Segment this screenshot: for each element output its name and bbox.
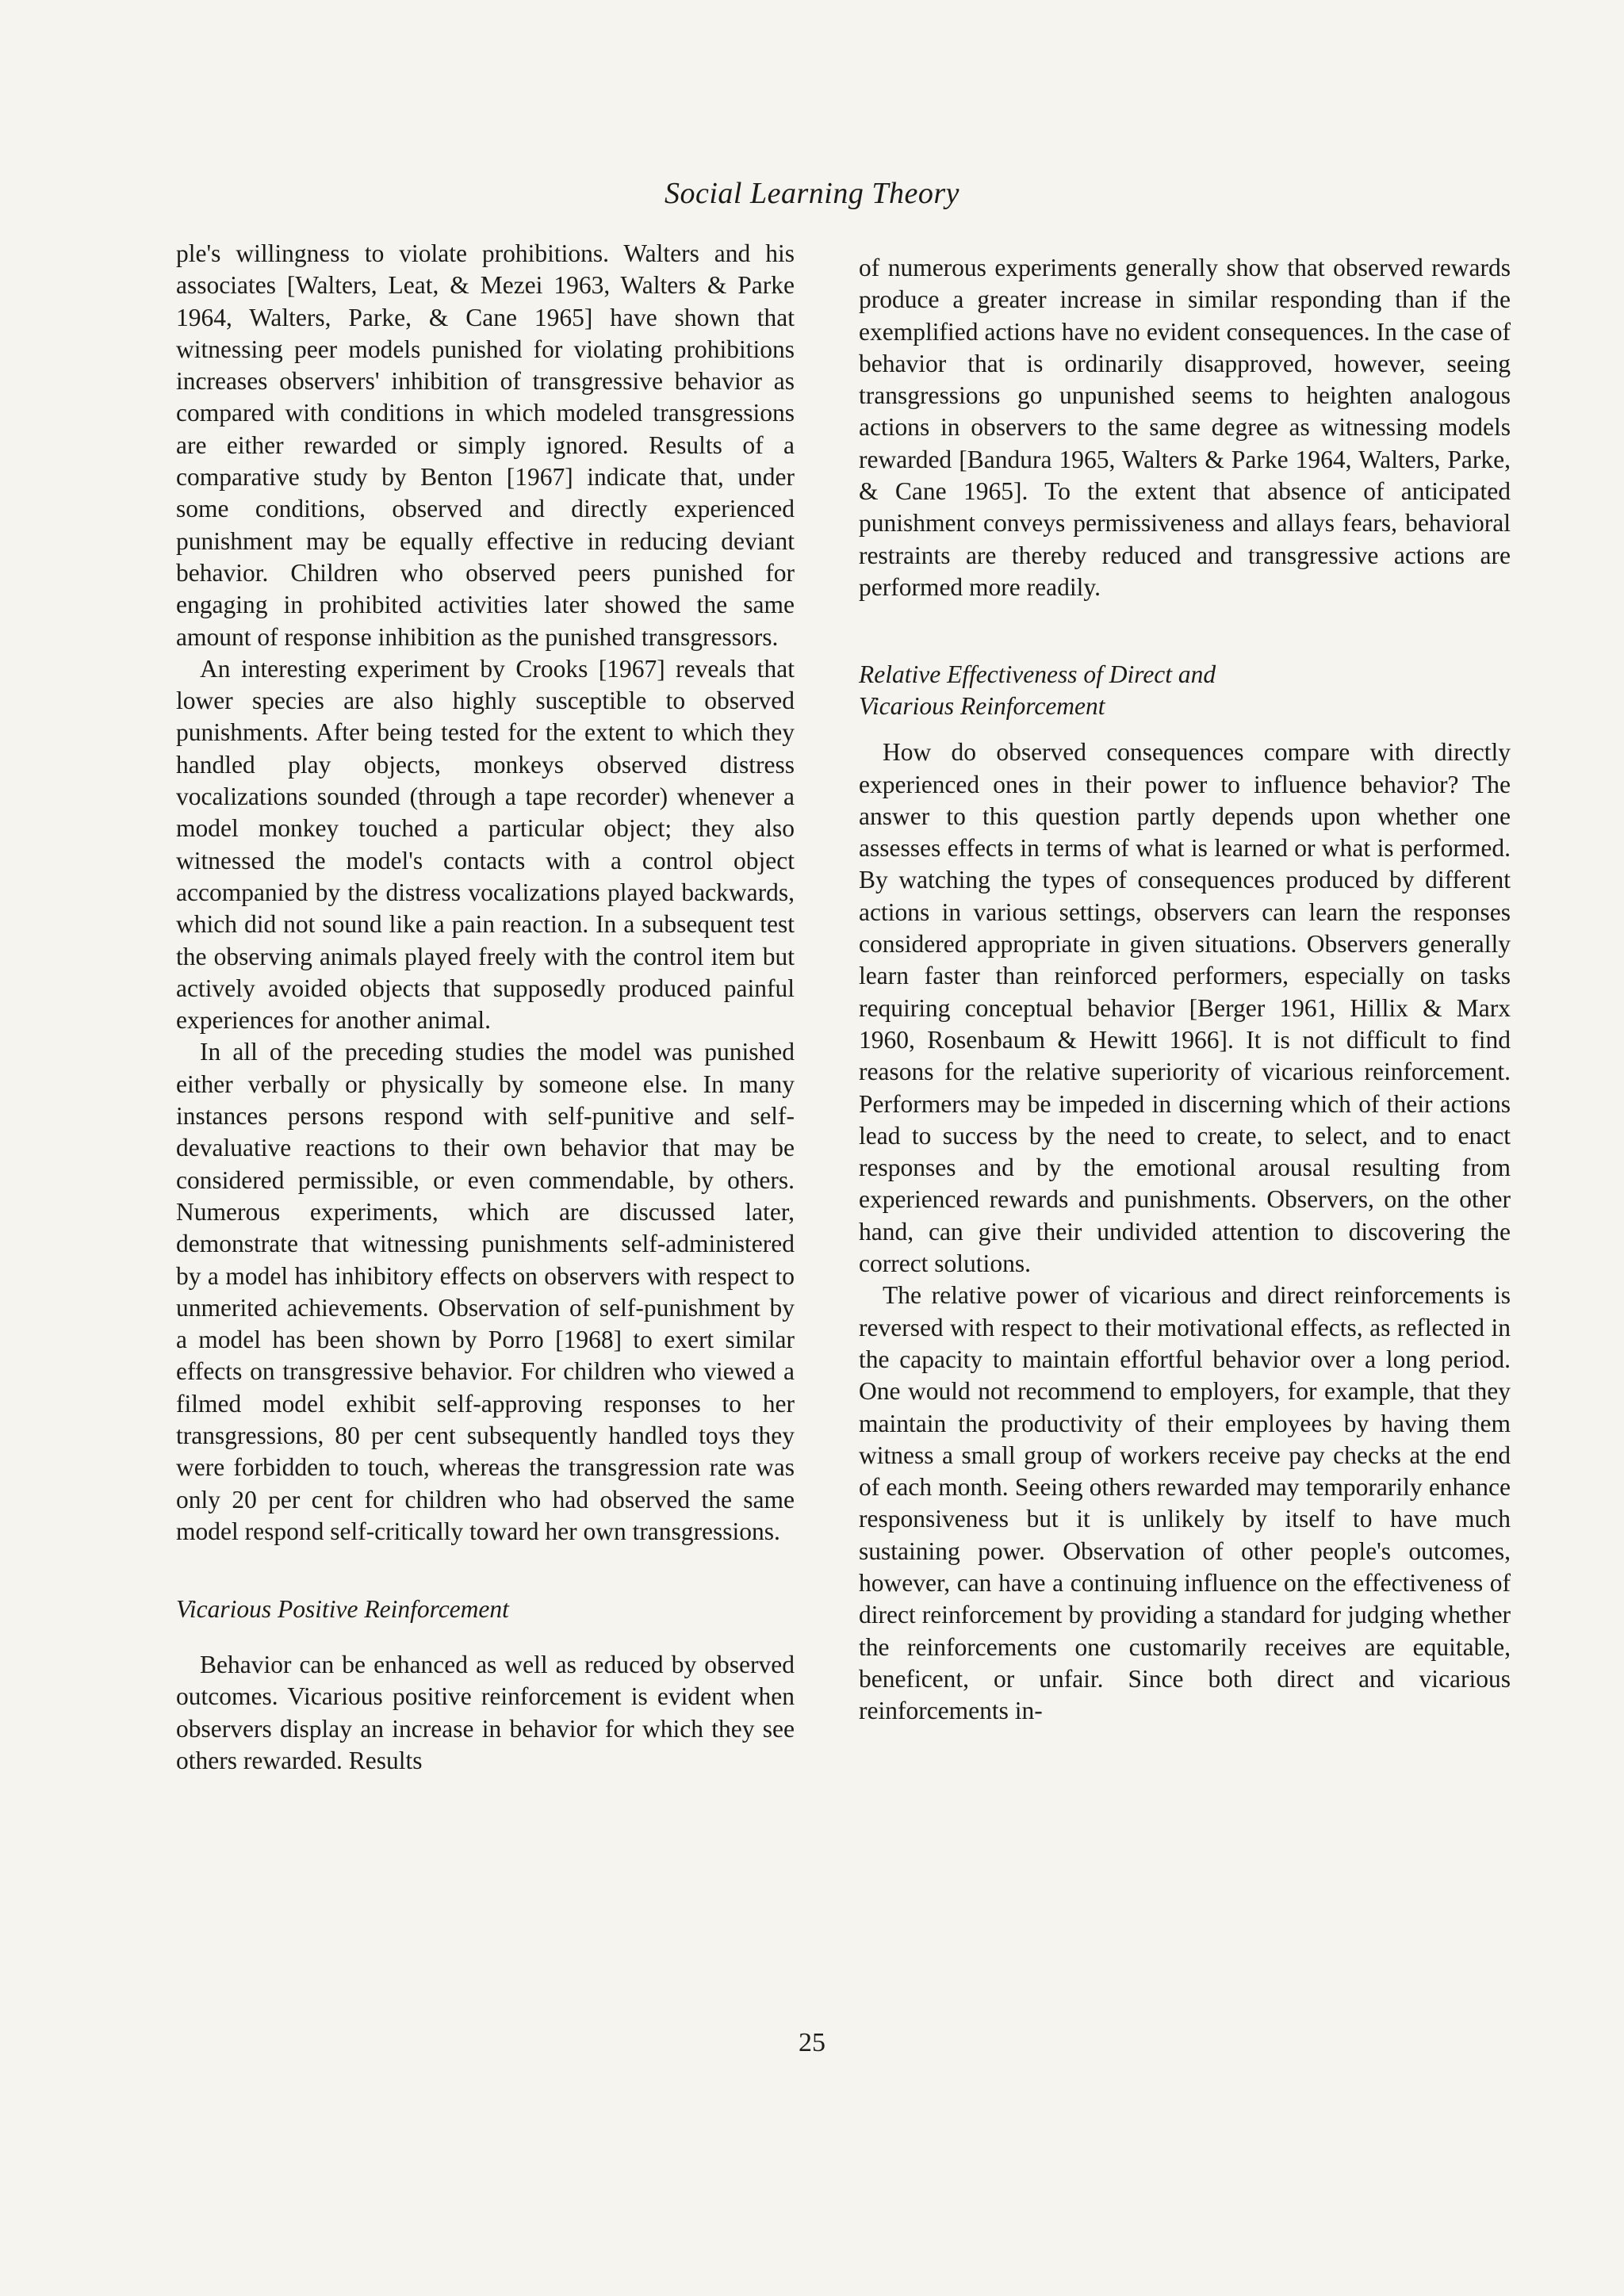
left-paragraph-1: ple's willingness to violate prohibitions. Walters and his associates [Walters, Leat, & Mezei 1963, Walters & Parke 1964, Walters, Parke, & Cane 1965] have shown that witnessing peer models punished for violating prohibitions increases observers' inhibition of transgressive behavior as compared with conditions in which modeled transgressions are either rewarded or simply ignored. Results of a comparative study by Benton [1967] indicate that, under some conditions, observed and directly experienced punishment may be equally effective in reducing deviant behavior. Children who observed peers punished for engaging in prohibited activities later showed the same amount of response inhibition as the punished transgressors. [176, 239, 795, 651]
left-paragraph-4: Behavior can be enhanced as well as reduced by observed outcomes. Vicarious positive reinforcement is evident when observers display an increase in behavior for which they see others rewarded. Results [176, 1651, 795, 1775]
left-paragraph-2: An interesting experiment by Crooks [1967] reveals that lower species are also highly susceptible to observed punishments. After being tested for the extent to which they handled play objects, monkeys observed distress vocalizations sounded (through a tape recorder) whenever a model monkey touched a particular object; they also witnessed the model's contacts with a control object accompanied by the distress vocalizations played backwards, which did not sound like a pain reaction. In a subsequent test the observing animals played freely with the control item but actively avoided objects that supposedly produced painful experiences for another animal. [176, 654, 795, 1035]
section-heading-line-2: Vicarious Reinforcement [859, 692, 1105, 721]
section-heading-vicarious-positive-reinforcement: Vicarious Positive Reinforcement [176, 1595, 509, 1624]
left-column [176, 238, 795, 1777]
left-paragraph-3: In all of the preceding studies the model was punished either verbally or physically by someone else. In many instances persons respond with self-punitive and self-devaluative reactions to their own behavior that may be considered permissible, or even commendable, by others. Numerous experiments, which are discussed later, demonstrate that witnessing punishments self-administered by a model has inhibitory effects on observers with respect to unmerited achievements. Observation of self-punishment by a model has been shown by Porro [1968] to exert similar effects on transgressive behavior. For children who viewed a filmed model exhibit self-approving responses to her transgressions, 80 per cent subsequently handled toys they were forbidden to touch, whereas the transgression rate was only 20 per cent for children who had observed the same model respond self-critically toward her own transgressions. [176, 1038, 795, 1545]
right-paragraph-2: How do observed consequences compare with directly experienced ones in their power to influence behavior? The answer to this question partly depends upon whether one assesses effects in terms of what is learned or what is performed. By watching the types of consequences produced by different actions in various settings, observers can learn the responses considered appropriate in given situations. Observers generally learn faster than reinforced performers, especially on tasks requiring conceptual behavior [Berger 1961, Hillix & Marx 1960, Rosenbaum & Hewitt 1966]. It is not difficult to find reasons for the relative superiority of vicarious reinforcement. Performers may be impeded in discerning which of their actions lead to success by the need to create, to select, and to enact responses and by the emotional arousal resulting from experienced rewards and punishments. Observers, on the other hand, can give their undivided attention to discovering the correct solutions. [859, 738, 1511, 1278]
right-paragraph-3: The relative power of vicarious and direct reinforcements is reversed with respect to their motivational effects, as reflected in the capacity to maintain effortful behavior over a long period. One would not recommend to employers, for example, that they maintain the productivity of their employees by having them witness a small group of workers receive pay checks at the end of each month. Seeing others rewarded may temporarily enhance responsiveness but it is unlikely by itself to have much sustaining power. Observation of other people's outcomes, however, can have a continuing influence on the effectiveness of direct reinforcement by providing a standard for judging whether the reinforcements one customarily receives are equitable, beneficent, or unfair. Since both direct and vicarious reinforcements in- [859, 1281, 1511, 1725]
right-column [859, 252, 1511, 1727]
section-heading-line-1: Relative Effectiveness of Direct and [859, 660, 1216, 689]
page-number: 25 [799, 2028, 825, 2057]
running-head: Social Learning Theory [665, 177, 959, 210]
section-heading-relative-effectiveness [859, 659, 1511, 722]
right-paragraph-1: of numerous experiments generally show that observed rewards produce a greater increase in similar responding than if the exemplified actions have no evident consequences. In the case of behavior that is ordinarily disapproved, however, seeing transgressions go unpunished seems to heighten analogous actions in observers to the same degree as witnessing models rewarded [Bandura 1965, Walters & Parke 1964, Walters, Parke, & Cane 1965]. To the extent that absence of anticipated punishment conveys permissiveness and allays fears, behavioral restraints are thereby reduced and transgressive actions are performed more readily. [859, 254, 1511, 601]
